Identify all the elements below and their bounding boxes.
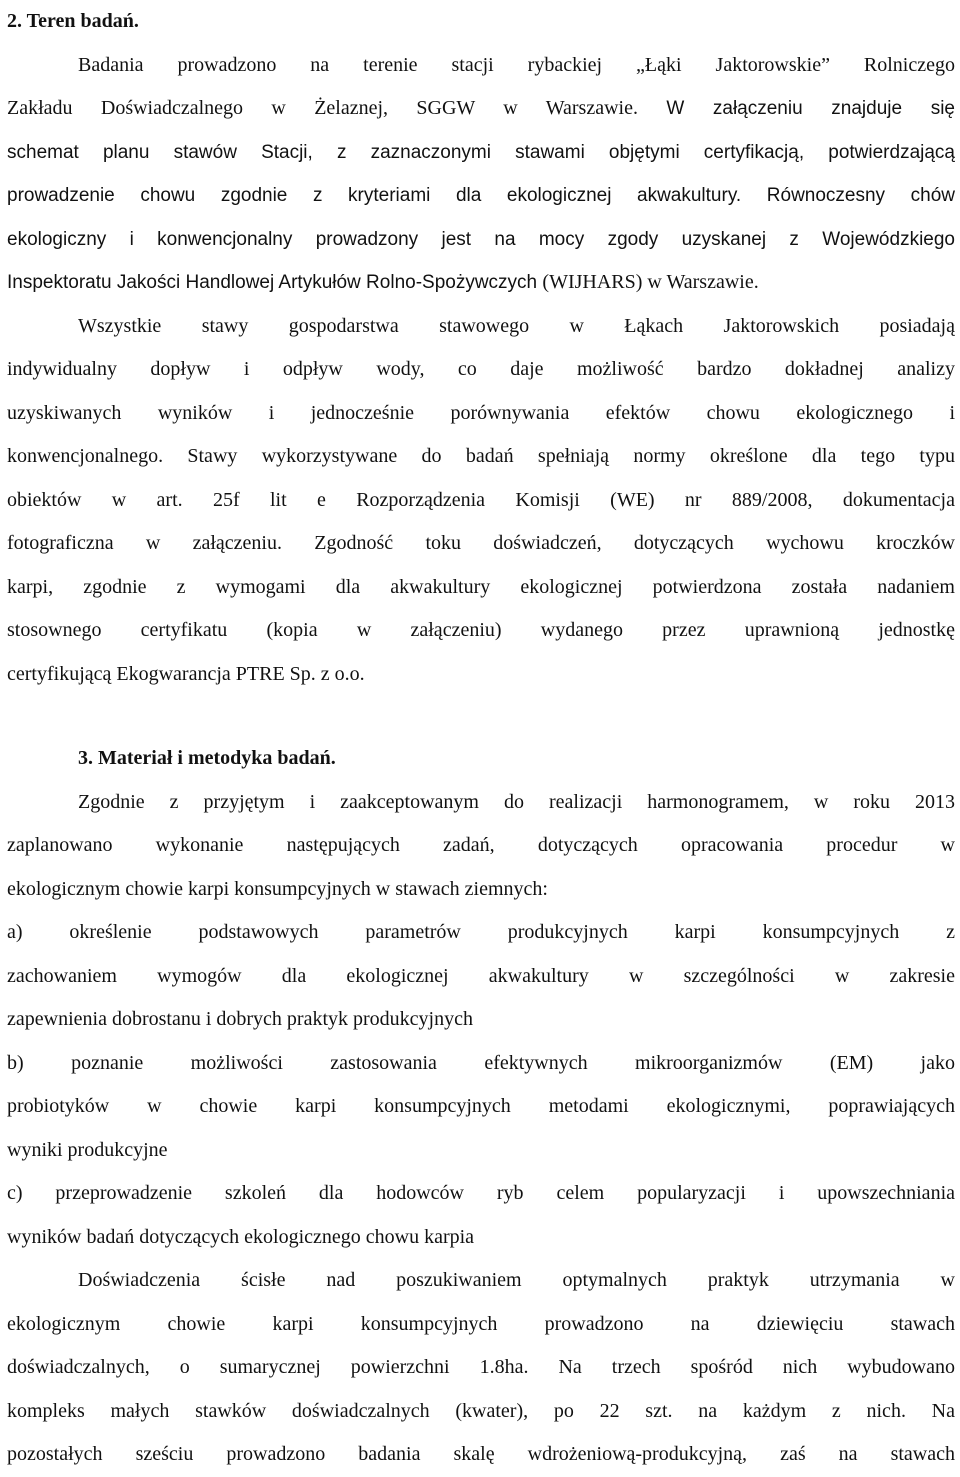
paragraph-line: indywidualny dopływ i odpływ wody, co daje możliwość bardzo dokładnej analizy — [7, 358, 955, 380]
paragraph-line — [7, 87, 955, 131]
text-segment: Inspektoratu Jakości Handlowej Artykułów Rolno-Spożywczych — [7, 272, 543, 293]
section-gap — [7, 696, 955, 737]
section-3-heading: 3. Materiał i metodyka badań. — [78, 747, 336, 769]
paragraph-line: Doświadczenia ścisłe nad poszukiwaniem optymalnych praktyk utrzymania w — [78, 1269, 955, 1291]
paragraph-line: konwencjonalnego. Stawy wykorzystywane do badań spełniają normy określone dla tego typu — [7, 445, 955, 467]
text-segment: (WIJHARS) w Warszawie. — [542, 271, 759, 293]
section-2-heading: 2. Teren badań. — [7, 10, 139, 32]
paragraph-line: kompleks małych stawków doświadczalnych (kwater), po 22 szt. na każdym z nich. Na — [7, 1399, 955, 1422]
section-3-body — [7, 781, 955, 1477]
paragraph-line: Zgodnie z przyjętym i zaakceptowanym do realizacji harmonogramem, w roku 2013 — [78, 790, 955, 813]
text-segment: W załączeniu znajduje się — [666, 98, 955, 119]
paragraph-line — [7, 261, 955, 305]
paragraph-line: obiektów w art. 25f lit e Rozporządzenia Komisji (WE) nr 889/2008, dokumentacja — [7, 488, 955, 511]
paragraph-line: zachowaniem wymogów dla ekologicznej akwakultury w szczególności w zakresie — [7, 964, 955, 987]
list-item-a: a) określenie podstawowych parametrów produkcyjnych karpi konsumpcyjnych z — [7, 921, 955, 943]
paragraph-line: stosownego certyfikatu (kopia w załączeniu) wydanego przez uprawnioną jednostkę — [7, 619, 955, 641]
paragraph-line: schemat planu stawów Stacji, z zaznaczonymi stawami objętymi certyfikacją, potwierdzającą — [7, 141, 955, 163]
paragraph-line: probiotyków w chowie karpi konsumpcyjnych metodami ekologicznymi, poprawiających — [7, 1095, 955, 1117]
text-segment: Zakładu Doświadczalnego w Żelaznej, SGGW w Warszawie. — [7, 97, 667, 119]
list-item-c: c) przeprowadzenie szkoleń dla hodowców ryb celem popularyzacji i upowszechniania — [7, 1182, 955, 1204]
paragraph-line: karpi, zgodnie z wymogami dla akwakultury ekologicznej potwierdzona została nadaniem — [7, 575, 955, 598]
paragraph-line: Wszystkie stawy gospodarstwa stawowego w Łąkach Jaktorowskich posiadają — [78, 314, 955, 337]
paragraph-line: zapewnienia dobrostanu i dobrych praktyk produkcyjnych — [7, 1008, 473, 1030]
paragraph-line: Badania prowadzono na terenie stacji rybackiej „Łąki Jaktorowskie” Rolniczego — [78, 53, 955, 76]
text-segment: Równoczesny chów — [766, 185, 955, 206]
paragraph-line: wyników badań dotyczących ekologicznego chowu karpia — [7, 1225, 475, 1248]
paragraph-line: ekologiczny i konwencjonalny prowadzony jest na mocy zgody uzyskanej z Wojewódzkiego — [7, 228, 955, 250]
paragraph-line: doświadczalnych, o sumarycznej powierzchni 1.8ha. Na trzech spośród nich wybudowano — [7, 1356, 955, 1378]
text-segment: prowadzenie chowu zgodnie z kryteriami dla ekologicznej akwakultury. — [7, 185, 767, 206]
paragraph-line: fotograficzna w załączeniu. Zgodność toku doświadczeń, dotyczących wychowu kroczków — [7, 532, 955, 554]
document-page — [7, 0, 955, 1477]
list-item-b: b) poznanie możliwości zastosowania efektywnych mikroorganizmów (EM) jako — [7, 1051, 955, 1074]
paragraph-line — [7, 174, 955, 218]
section-2-body — [7, 44, 955, 697]
paragraph-line: zaplanowano wykonanie następujących zadań, dotyczących opracowania procedur w — [7, 834, 955, 856]
paragraph-line: wyniki produkcyjne — [7, 1138, 168, 1161]
paragraph-line: pozostałych sześciu prowadzono badania skalę wdrożeniową-produkcyjną, zaś na stawach — [7, 1443, 955, 1465]
paragraph-line: ekologicznym chowie karpi konsumpcyjnych w stawach ziemnych: — [7, 877, 548, 900]
paragraph-line: ekologicznym chowie karpi konsumpcyjnych prowadzono na dziewięciu stawach — [7, 1312, 955, 1335]
paragraph-line: certyfikującą Ekogwarancja PTRE Sp. z o.o. — [7, 662, 365, 685]
paragraph-line: uzyskiwanych wyników i jednocześnie porównywania efektów chowu ekologicznego i — [7, 401, 955, 424]
